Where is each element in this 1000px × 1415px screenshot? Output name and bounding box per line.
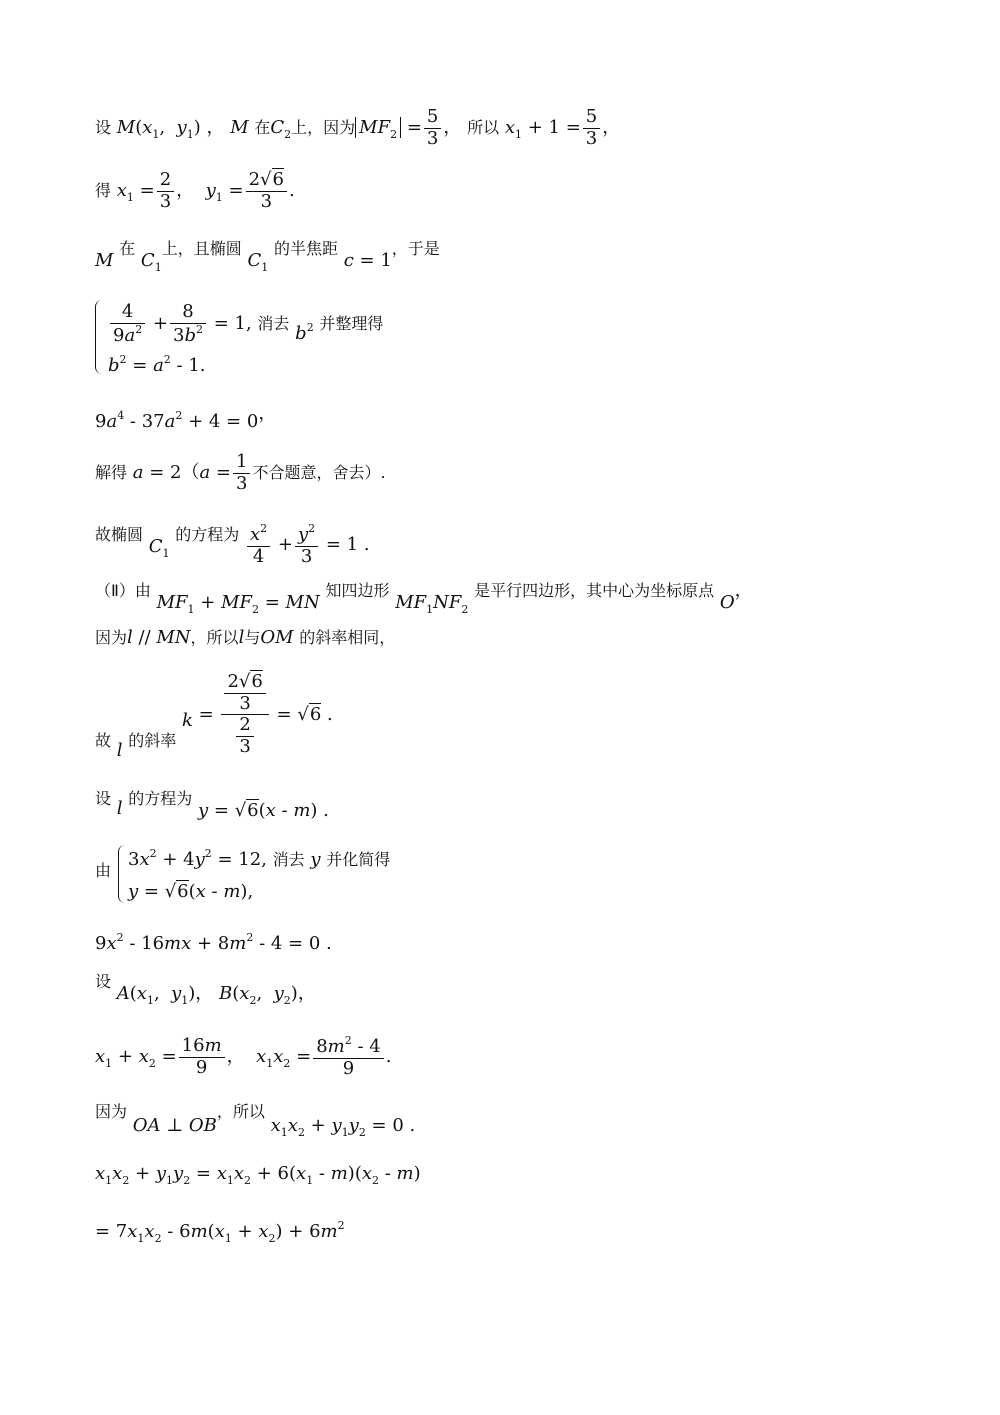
text-de-banjiaoju: 的半焦距	[273, 239, 338, 258]
text-defangchengwei: 的方程为	[175, 525, 240, 545]
fraction: $\frac{x^2}{4}$	[247, 523, 270, 567]
fraction: $\frac{5}{3}$	[583, 107, 600, 149]
text-yinwei: 因为	[95, 628, 128, 647]
line-15: $x_1 + x_2$ = $\frac{16m}{9}$ ， $x_1x_2$ = $\frac{8m^2 - 4}{9}$ .	[95, 1034, 392, 1079]
line-12b: y = √6(x - m),	[128, 881, 254, 902]
text-she-ab: 设	[95, 972, 112, 991]
left-brace	[118, 845, 125, 903]
left-brace	[95, 300, 102, 374]
line-10: 故 l 的斜率 k = $\frac{\frac{2√6}{3}}{\frac{2}{3}}$ = √6 .	[95, 671, 333, 761]
line-5: $9a^4 - 37a^2 + 4 = 0$，	[95, 403, 277, 432]
fraction: $\frac{1}{3}$	[233, 452, 250, 494]
text-buhetiyi: 不合题意，舍去）.	[252, 463, 386, 483]
line-13: $9x^2 - 16mx + 8m^2 - 4 = 0$ .	[95, 931, 332, 954]
line-11: 设 l 的方程为 y = √6(x - m) .	[95, 789, 329, 821]
line-8: （Ⅱ）由 $MF_1 + MF_2$ = MN 知四边形 $MF_1NF_2$ 是平行四边形，其中心为坐标原点 O，	[95, 580, 753, 616]
text-binghuajiande: 并化简得	[326, 850, 391, 869]
line-12-label	[95, 862, 111, 880]
text-shang-qietuoyuan: 上，且椭圆	[161, 239, 242, 258]
line-2: 得 $x_1$ = $\frac{2}{3}$ ， $y_1$ = $\frac{2√6}{3}$ .	[95, 169, 295, 212]
line-18: = $7x_1x_2 - 6m(x_1 + x_2) + 6m^2$	[95, 1219, 345, 1245]
text-de: 得	[95, 181, 112, 201]
fraction: $\frac{8m^2 - 4}{9}$	[313, 1035, 384, 1079]
text-xiaoqu: 消去	[257, 314, 290, 334]
text-zai: 在	[254, 118, 271, 138]
text-shang-yinwei: 上，因为	[291, 118, 356, 138]
text-suoyi: 所以	[467, 118, 500, 138]
fraction: $\frac{8}{3b^2}$	[170, 302, 206, 346]
text-yu: 与	[244, 628, 261, 647]
fraction: $\frac{2}{3}$	[157, 170, 174, 212]
line-6: 解得 a = 2（a = $\frac{1}{3}$ 不合题意，舍去）.	[95, 451, 386, 494]
fraction: $\frac{2√6}{3}$	[246, 170, 287, 212]
line-16: 因为 OA ⊥ OB，所以 $x_1x_2 + y_1y_2 = 0$ .	[95, 1102, 416, 1139]
text-zhisibianxing: 知四边形	[325, 581, 390, 600]
text-part2-you: （Ⅱ）由	[95, 581, 151, 600]
complex-fraction: $\frac{\frac{2√6}{3}}{\frac{2}{3}}$	[221, 672, 268, 758]
line-4b: $b^2 = a^2 - 1$.	[108, 353, 206, 376]
text-gu: 故	[95, 730, 112, 750]
line-7: 故椭圆 $C_1$ 的方程为 $\frac{x^2}{4}$ + $\frac{y^2}{3}$ = 1 .	[95, 522, 370, 567]
text-she: 设	[95, 118, 112, 138]
fraction: $\frac{16m}{9}$	[179, 1036, 225, 1078]
line-1: 设 $M(x_1$, $y_1$) ， M 在$C_2$上，因为 $MF_2$ = $\frac{5}{3}$ ， 所以 $x_1 + 1$ = $\frac{5}{3}$ ，	[95, 106, 621, 149]
text-defangchengwei2: 的方程为	[128, 789, 193, 808]
fraction: $\frac{4}{9a^2}$	[110, 302, 145, 346]
text-jiede: 解得	[95, 463, 128, 483]
text-gutuoyuan: 故椭圆	[95, 525, 144, 545]
text-zai: 在	[119, 239, 136, 258]
text-suoyi2: ，所以	[190, 628, 239, 647]
text-she-l: 设	[95, 789, 112, 808]
text-suoyi3: ，所以	[216, 1102, 265, 1121]
text-dexielv: 的斜率	[128, 730, 177, 750]
text-yushi: ，于是	[391, 239, 440, 258]
text-xiaoqu-y: 消去	[272, 850, 305, 869]
fraction: $\frac{5}{3}$	[424, 107, 441, 149]
fraction: $\frac{y^2}{3}$	[295, 523, 318, 567]
line-9: 因为l // MN，所以l与OM 的斜率相同，	[95, 627, 396, 648]
text-yinwei2: 因为	[95, 1102, 128, 1121]
line-14: 设 $A(x_1$, $y_1$)， $B(x_2$, $y_2$)，	[95, 972, 316, 1007]
text-you: 由	[95, 861, 112, 880]
text-dexielvxiangtong: 的斜率相同，	[299, 628, 396, 647]
line-12a: $3x^2 + 4y^2 = 12$, 消去 y 并化简得	[128, 847, 391, 870]
line-17: $x_1x_2 + y_1y_2 = x_1x_2 + 6(x_1 - m)(x_2 - m)$	[95, 1163, 421, 1187]
line-4a: $\frac{4}{9a^2}$ + $\frac{8}{3b^2}$ = 1, 消去 $b^2$ 并整理得	[108, 302, 383, 346]
line-3: M 在 $C_1$上，且椭圆 $C_1$ 的半焦距 c = 1，于是	[95, 239, 440, 274]
text-shipingxing: 是平行四边形，其中心为坐标原点	[474, 581, 715, 600]
text-bingzhenglide: 并整理得	[319, 314, 384, 334]
